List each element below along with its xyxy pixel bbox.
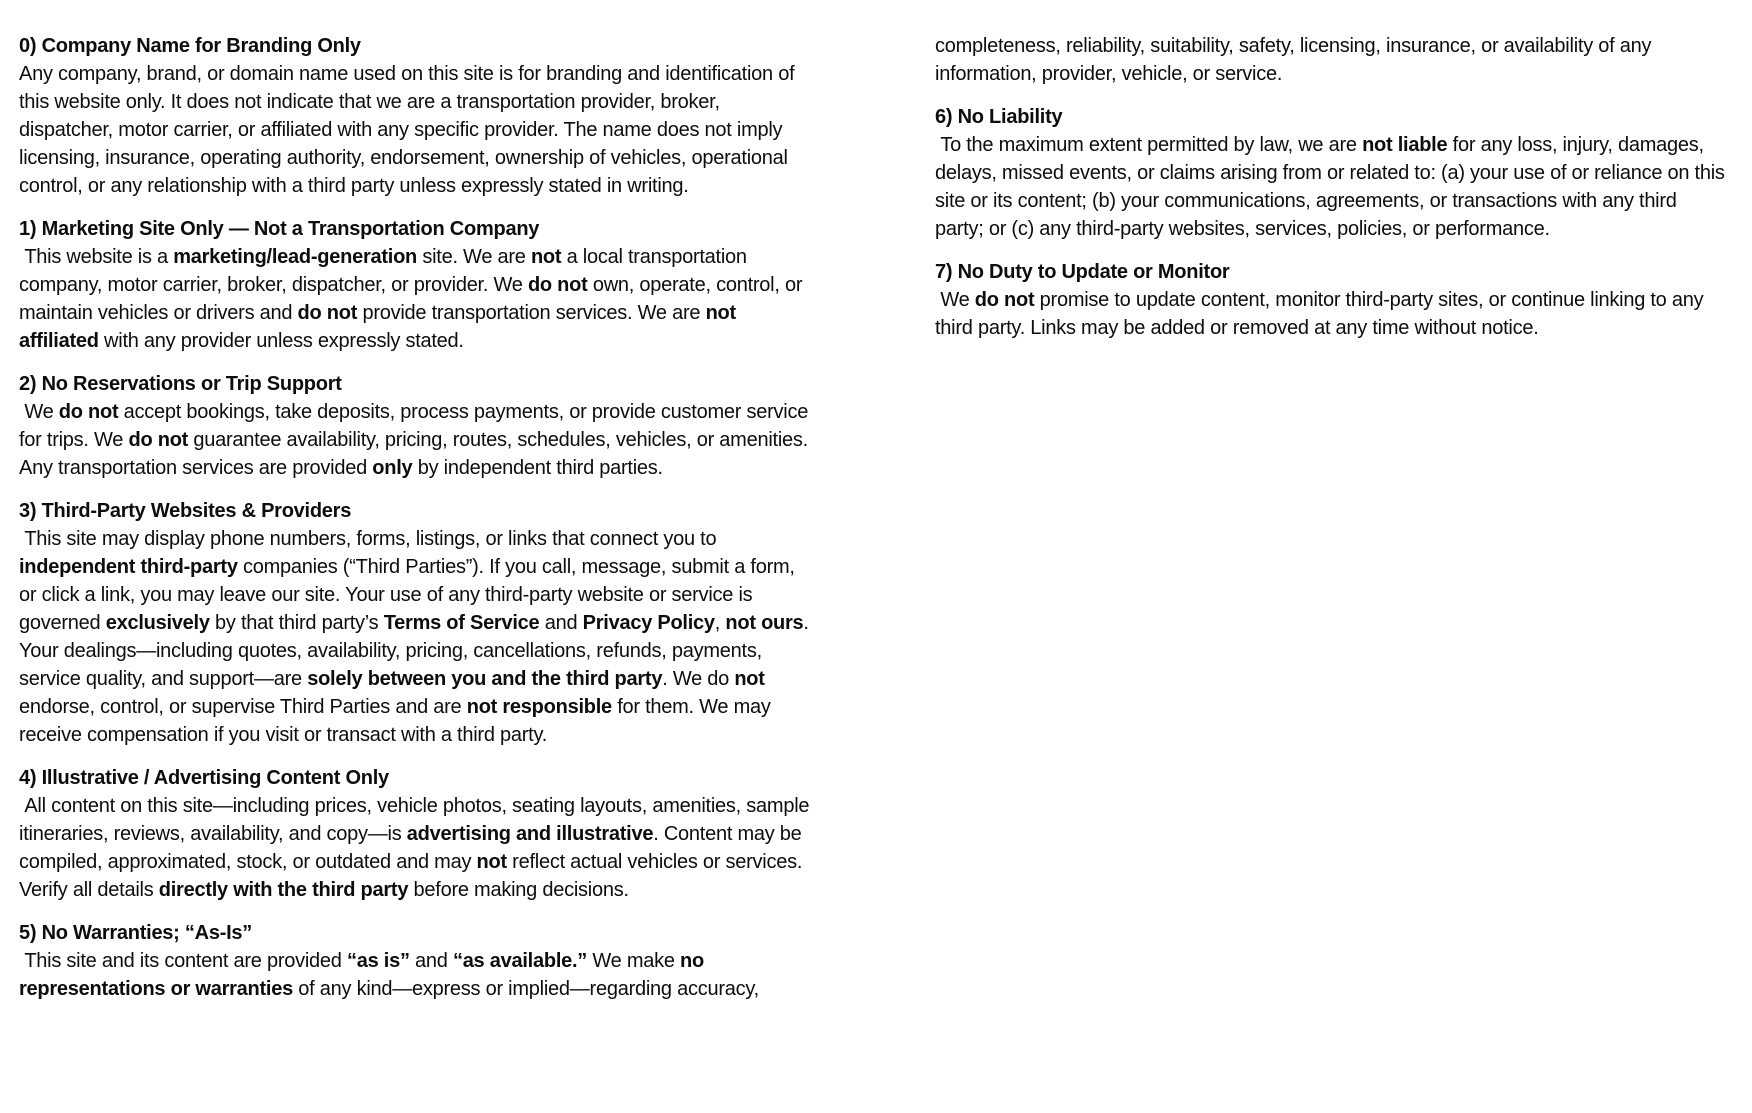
section-body: This website is a marketing/lead-generation site. We are not a local transportation company, motor carrier, broker, dispatcher, or provider. We do not own, operate, control, or maintain vehicles or drivers and do not provide transportation services. We are not affiliated with any provider unless expressly stated. — [19, 246, 808, 352]
section-heading: 3) Third-Party Websites & Providers — [19, 500, 352, 522]
section-heading: 1) Marketing Site Only — Not a Transportation Company — [19, 218, 540, 240]
section-heading: 2) No Reservations or Trip Support — [19, 373, 342, 395]
section-heading: 0) Company Name for Branding Only — [19, 35, 361, 57]
section-body: This site and its content are provided “as is” and “as available.” We make no representations or warranties of any kind—express or implied—regarding accuracy, — [19, 950, 759, 1000]
section-body: We do not promise to update content, monitor third-party sites, or continue linking to any third party. Links may be added or removed at any time without notice. — [935, 289, 1709, 339]
disclaimer-section — [19, 370, 814, 482]
disclaimer-section — [935, 32, 1727, 88]
section-heading: 7) No Duty to Update or Monitor — [935, 261, 1230, 283]
section-body: completeness, reliability, suitability, safety, licensing, insurance, or availability of any information, provider, vehicle, or service. — [935, 35, 1657, 85]
section-body: All content on this site—including prices, vehicle photos, seating layouts, amenities, sample itineraries, reviews, availability, and copy—is advertising and illustrative. Content may be compiled, approximated, stock, or outdated and may not reflect actual vehicles or services. Verify all details directly with the third party before making decisions. — [19, 795, 815, 901]
section-body: To the maximum extent permitted by law, we are not liable for any loss, injury, damages, delays, missed events, or claims arising from or related to: (a) your use of or reliance on this site or its content; (b) your communications, agreements, or transactions with any third party; or (c) any third-party websites, services, policies, or performance. — [935, 134, 1730, 240]
disclaimer-section — [19, 32, 811, 200]
section-body: Any company, brand, or domain name used on this site is for branding and identification of this website only. It does not indicate that we are a transportation provider, broker, dispatcher, motor carrier, or affiliated with any specific provider. The name does not imply licensing, insurance, operating authority, endorsement, ownership of vehicles, operational control, or any relationship with a third party unless expressly stated in writing. — [19, 63, 800, 197]
disclaimer-section — [935, 258, 1727, 342]
section-heading: 5) No Warranties; “As-Is” — [19, 922, 253, 944]
disclaimer-section — [19, 215, 811, 355]
section-heading: 4) Illustrative / Advertising Content Only — [19, 767, 389, 789]
column-right — [935, 32, 1730, 1003]
disclaimer-section — [19, 764, 815, 904]
column-left — [19, 32, 815, 1003]
section-body: This site may display phone numbers, forms, listings, or links that connect you to independent third-party companies (“Third Parties”). If you call, message, submit a form, or click a link, you may leave our site. Your use of any third-party website or service is governed exclusively by that third party’s Terms of Service and Privacy Policy, not ours. Your dealings—including quotes, availability, pricing, cancellations, refunds, payments, service quality, and support—are solely between you and the third party. We do not endorse, control, or supervise Third Parties and are not responsible for them. We may receive compensation if you visit or transact with a third party. — [19, 528, 814, 746]
section-heading: 6) No Liability — [935, 106, 1063, 128]
section-body: We do not accept bookings, take deposits, process payments, or provide customer service for trips. We do not guarantee availability, pricing, routes, schedules, vehicles, or amenities. Any transportation services are provided only by independent third parties. — [19, 401, 814, 479]
disclaimer-section — [19, 919, 811, 1003]
disclaimer-section — [19, 497, 814, 749]
disclaimer-section — [935, 103, 1730, 243]
